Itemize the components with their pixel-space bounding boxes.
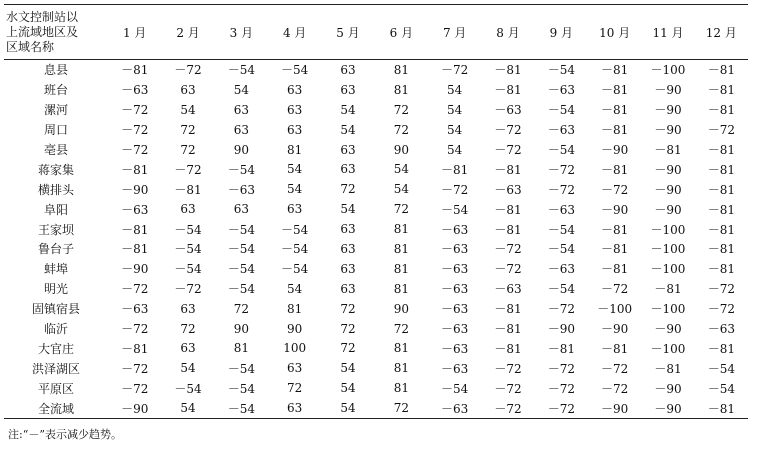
- value-cell: －81: [601, 341, 629, 356]
- value-cell: －81: [601, 83, 629, 98]
- value-cell: －63: [547, 262, 575, 277]
- value-cell: －90: [121, 182, 149, 197]
- value-cell: 72: [287, 381, 303, 396]
- station-name-cell: 漯河: [44, 103, 69, 118]
- value-cell: －81: [441, 162, 469, 177]
- station-name-cell: 明光: [44, 282, 69, 297]
- value-cell: －100: [650, 222, 686, 237]
- value-cell: 63: [287, 102, 303, 117]
- value-cell: 63: [180, 202, 196, 217]
- value-cell: 63: [180, 341, 196, 356]
- table-row: [4, 179, 748, 199]
- value-cell: －54: [547, 282, 575, 297]
- value-cell: －72: [547, 401, 575, 416]
- value-cell: －54: [174, 222, 202, 237]
- value-cell: －72: [494, 381, 522, 396]
- value-cell: －100: [650, 262, 686, 277]
- value-cell: 63: [180, 301, 196, 316]
- value-cell: －63: [547, 202, 575, 217]
- value-cell: －54: [707, 381, 735, 396]
- value-cell: －81: [707, 242, 735, 257]
- value-cell: －72: [494, 361, 522, 376]
- value-cell: －72: [547, 162, 575, 177]
- value-cell: 54: [340, 122, 356, 137]
- value-cell: －81: [121, 222, 149, 237]
- value-cell: －72: [121, 282, 149, 297]
- value-cell: －81: [601, 242, 629, 257]
- value-cell: －81: [121, 242, 149, 257]
- value-cell: 72: [393, 321, 409, 336]
- value-cell: －63: [441, 222, 469, 237]
- value-cell: 63: [287, 122, 303, 137]
- value-cell: 90: [233, 321, 249, 336]
- value-cell: 72: [393, 102, 409, 117]
- value-cell: －81: [494, 83, 522, 98]
- value-cell: 54: [180, 102, 196, 117]
- value-cell: －54: [227, 401, 255, 416]
- value-cell: －81: [494, 302, 522, 317]
- value-cell: －81: [707, 202, 735, 217]
- value-cell: －90: [601, 322, 629, 337]
- value-cell: －81: [707, 83, 735, 98]
- value-cell: －81: [654, 282, 682, 297]
- value-cell: －54: [547, 222, 575, 237]
- value-cell: 63: [233, 102, 249, 117]
- value-cell: －72: [601, 361, 629, 376]
- station-name-cell: 固镇宿县: [32, 302, 81, 317]
- table-row: [4, 219, 748, 239]
- month-header: 10 月: [599, 25, 631, 40]
- value-cell: 81: [393, 381, 409, 396]
- value-cell: －72: [547, 182, 575, 197]
- value-cell: －72: [547, 361, 575, 376]
- table-footnote: 注:“－”表示减少趋势。: [8, 428, 122, 441]
- value-cell: －72: [494, 242, 522, 257]
- value-cell: －72: [121, 381, 149, 396]
- value-cell: －81: [601, 262, 629, 277]
- value-cell: －90: [654, 162, 682, 177]
- table-row: [4, 120, 748, 140]
- value-cell: －81: [707, 182, 735, 197]
- station-name-cell: 鲁台子: [38, 242, 75, 257]
- value-cell: －81: [174, 182, 202, 197]
- station-name-cell: 洪泽湖区: [32, 361, 81, 376]
- trend-table: [4, 4, 748, 419]
- value-cell: －81: [121, 162, 149, 177]
- station-name-cell: 周口: [44, 123, 69, 138]
- value-cell: 90: [393, 142, 409, 157]
- value-cell: －63: [707, 322, 735, 337]
- value-cell: 63: [340, 82, 356, 97]
- value-cell: 54: [447, 142, 463, 157]
- value-cell: －81: [707, 222, 735, 237]
- table-row: [4, 358, 748, 378]
- value-cell: 81: [393, 62, 409, 77]
- value-cell: －72: [494, 143, 522, 157]
- value-cell: －81: [707, 63, 735, 78]
- value-cell: －54: [281, 63, 309, 78]
- value-cell: －81: [707, 103, 735, 118]
- station-name-cell: 全流域: [38, 401, 75, 416]
- value-cell: 63: [340, 261, 356, 276]
- value-cell: －72: [601, 282, 629, 297]
- value-cell: －90: [121, 401, 149, 416]
- value-cell: －90: [121, 262, 149, 277]
- table-row: [4, 279, 748, 299]
- value-cell: －100: [650, 302, 686, 317]
- value-cell: 54: [393, 182, 409, 197]
- table-row: [4, 199, 748, 219]
- value-cell: －81: [707, 401, 735, 416]
- value-cell: 72: [340, 182, 356, 197]
- table-header-row: [4, 5, 748, 60]
- value-cell: 54: [447, 82, 463, 97]
- value-cell: 54: [340, 401, 356, 416]
- value-cell: －81: [654, 361, 682, 376]
- value-cell: －72: [707, 302, 735, 317]
- value-cell: 81: [287, 142, 303, 157]
- value-cell: －81: [601, 123, 629, 138]
- value-cell: －54: [281, 262, 309, 277]
- value-cell: －81: [707, 143, 735, 157]
- value-cell: 81: [393, 281, 409, 296]
- value-cell: －54: [227, 222, 255, 237]
- value-cell: －63: [121, 302, 149, 317]
- value-cell: －72: [121, 322, 149, 337]
- table-row: [4, 159, 748, 179]
- value-cell: 81: [233, 341, 249, 356]
- station-header-line: 区域名称: [6, 39, 55, 54]
- value-cell: －81: [601, 63, 629, 78]
- value-cell: －63: [441, 282, 469, 297]
- value-cell: －54: [174, 262, 202, 277]
- value-cell: －72: [494, 262, 522, 277]
- value-cell: 90: [287, 321, 303, 336]
- value-cell: －81: [494, 341, 522, 356]
- value-cell: －72: [494, 123, 522, 138]
- value-cell: －63: [227, 182, 255, 197]
- value-cell: 54: [340, 102, 356, 117]
- value-cell: 72: [233, 301, 249, 316]
- value-cell: 54: [180, 401, 196, 416]
- month-header: 5 月: [336, 25, 360, 40]
- value-cell: －81: [121, 63, 149, 78]
- table-row: [4, 239, 748, 259]
- value-cell: －63: [441, 401, 469, 416]
- value-cell: －90: [654, 123, 682, 138]
- value-cell: 90: [393, 301, 409, 316]
- value-cell: 81: [393, 82, 409, 97]
- value-cell: －72: [707, 282, 735, 297]
- month-header: 9 月: [549, 25, 574, 40]
- value-cell: 100: [283, 341, 307, 356]
- value-cell: －81: [601, 162, 629, 177]
- month-header: 6 月: [389, 25, 414, 40]
- value-cell: －90: [654, 322, 682, 337]
- value-cell: －81: [494, 63, 522, 78]
- station-name-cell: 班台: [44, 83, 69, 98]
- value-cell: －72: [121, 123, 149, 138]
- value-cell: －81: [494, 202, 522, 217]
- value-cell: －54: [281, 222, 309, 237]
- value-cell: －72: [441, 63, 469, 78]
- month-header: 3 月: [229, 25, 254, 40]
- table-row: [4, 299, 748, 319]
- value-cell: 63: [180, 82, 196, 97]
- month-header: 8 月: [496, 25, 520, 40]
- value-cell: －100: [650, 242, 686, 257]
- value-cell: －90: [601, 143, 629, 157]
- value-cell: －54: [547, 63, 575, 78]
- value-cell: 63: [340, 142, 356, 157]
- value-cell: 72: [180, 321, 196, 336]
- value-cell: －63: [494, 182, 522, 197]
- value-cell: 54: [447, 122, 463, 137]
- value-cell: 54: [340, 381, 356, 396]
- value-cell: －81: [494, 222, 522, 237]
- value-cell: 54: [447, 102, 463, 117]
- value-cell: －54: [227, 361, 255, 376]
- value-cell: 63: [287, 361, 303, 376]
- value-cell: －63: [547, 123, 575, 138]
- value-cell: －72: [441, 182, 469, 197]
- value-cell: －81: [601, 103, 629, 118]
- table-row: [4, 259, 748, 279]
- month-header: 4 月: [282, 25, 307, 40]
- value-cell: －100: [650, 63, 686, 78]
- value-cell: 63: [287, 401, 303, 416]
- value-cell: 72: [180, 142, 196, 157]
- value-cell: 72: [393, 122, 409, 137]
- value-cell: －81: [494, 322, 522, 337]
- value-cell: 63: [287, 202, 303, 217]
- station-name-cell: 蒋家集: [38, 162, 75, 177]
- value-cell: －81: [601, 222, 629, 237]
- value-cell: 54: [340, 202, 356, 217]
- value-cell: －72: [121, 361, 149, 376]
- value-cell: －63: [441, 302, 469, 317]
- trend-table-container: [4, 4, 748, 419]
- value-cell: －100: [650, 341, 686, 356]
- value-cell: －81: [494, 162, 522, 177]
- value-cell: －72: [121, 143, 149, 157]
- value-cell: －54: [281, 242, 309, 257]
- value-cell: 81: [393, 361, 409, 376]
- value-cell: －81: [654, 143, 682, 157]
- station-name-cell: 大官庄: [38, 341, 75, 356]
- value-cell: －81: [707, 341, 735, 356]
- value-cell: －54: [227, 242, 255, 257]
- station-name-cell: 临沂: [44, 322, 69, 337]
- value-cell: －72: [121, 103, 149, 118]
- table-row: [4, 80, 748, 100]
- month-header: 12 月: [705, 25, 737, 40]
- value-cell: 54: [180, 361, 196, 376]
- value-cell: 63: [340, 222, 356, 237]
- station-name-cell: 平原区: [38, 381, 75, 396]
- value-cell: －63: [441, 361, 469, 376]
- value-cell: －100: [597, 302, 633, 317]
- value-cell: 72: [393, 202, 409, 217]
- station-column-header: [4, 5, 108, 60]
- value-cell: 72: [180, 122, 196, 137]
- value-cell: 63: [340, 281, 356, 296]
- value-cell: 81: [287, 301, 303, 316]
- station-name-cell: 横排头: [38, 182, 75, 197]
- value-cell: －90: [601, 401, 629, 416]
- table-body: [4, 60, 748, 419]
- value-cell: －63: [441, 242, 469, 257]
- value-cell: －63: [441, 262, 469, 277]
- value-cell: －72: [601, 381, 629, 396]
- value-cell: －90: [654, 182, 682, 197]
- value-cell: －90: [654, 401, 682, 416]
- station-name-cell: 阜阳: [44, 202, 69, 217]
- value-cell: －63: [121, 202, 149, 217]
- value-cell: －63: [441, 341, 469, 356]
- value-cell: 63: [340, 62, 356, 77]
- value-cell: 72: [393, 401, 409, 416]
- value-cell: －54: [227, 282, 255, 297]
- table-row: [4, 398, 748, 418]
- value-cell: 81: [393, 341, 409, 356]
- value-cell: －90: [654, 103, 682, 118]
- value-cell: －54: [174, 381, 202, 396]
- value-cell: 81: [393, 222, 409, 237]
- value-cell: 54: [393, 162, 409, 177]
- value-cell: 72: [340, 321, 356, 336]
- value-cell: －54: [227, 262, 255, 277]
- value-cell: 63: [340, 241, 356, 256]
- value-cell: －81: [121, 341, 149, 356]
- value-cell: －63: [441, 322, 469, 337]
- value-cell: 63: [233, 122, 249, 137]
- value-cell: －63: [121, 83, 149, 98]
- value-cell: －72: [601, 182, 629, 197]
- station-name-cell: 亳县: [44, 143, 69, 157]
- month-header: 11 月: [652, 25, 684, 40]
- value-cell: 54: [340, 361, 356, 376]
- month-header: 1 月: [122, 25, 147, 40]
- value-cell: －54: [227, 162, 255, 177]
- station-name-cell: 蚌埠: [44, 262, 69, 277]
- value-cell: 54: [287, 182, 303, 197]
- value-cell: －81: [707, 262, 735, 277]
- value-cell: 54: [233, 82, 249, 97]
- value-cell: －54: [547, 103, 575, 118]
- table-row: [4, 338, 748, 358]
- value-cell: －63: [494, 103, 522, 118]
- value-cell: 81: [393, 261, 409, 276]
- month-header: 2 月: [176, 25, 200, 40]
- value-cell: －54: [707, 361, 735, 376]
- value-cell: 72: [340, 341, 356, 356]
- value-cell: 63: [340, 162, 356, 177]
- value-cell: 54: [287, 281, 303, 296]
- value-cell: －90: [654, 381, 682, 396]
- value-cell: －72: [174, 63, 202, 78]
- table-row: [4, 378, 748, 398]
- station-header-line: 水文控制站以: [6, 9, 79, 24]
- value-cell: －90: [601, 202, 629, 217]
- value-cell: －72: [494, 401, 522, 416]
- station-name-cell: 息县: [44, 63, 69, 78]
- table-row: [4, 100, 748, 120]
- value-cell: －90: [654, 83, 682, 98]
- value-cell: 81: [393, 241, 409, 256]
- value-cell: －54: [227, 63, 255, 78]
- station-header-line: 上流域地区及: [6, 24, 79, 39]
- value-cell: －81: [547, 341, 575, 356]
- table-row: [4, 140, 748, 160]
- value-cell: 63: [233, 202, 249, 217]
- value-cell: －90: [547, 322, 575, 337]
- value-cell: －72: [707, 123, 735, 138]
- value-cell: －54: [441, 202, 469, 217]
- value-cell: 54: [287, 162, 303, 177]
- value-cell: 72: [340, 301, 356, 316]
- value-cell: －72: [174, 162, 202, 177]
- value-cell: －63: [547, 83, 575, 98]
- value-cell: －54: [547, 242, 575, 257]
- value-cell: －72: [547, 302, 575, 317]
- table-row: [4, 319, 748, 339]
- value-cell: －90: [654, 202, 682, 217]
- value-cell: －54: [547, 143, 575, 157]
- value-cell: －72: [174, 282, 202, 297]
- value-cell: －81: [707, 162, 735, 177]
- value-cell: 90: [233, 142, 249, 157]
- table-row: [4, 60, 748, 80]
- value-cell: －54: [174, 242, 202, 257]
- value-cell: －63: [494, 282, 522, 297]
- month-header: 7 月: [442, 25, 467, 40]
- value-cell: －72: [547, 381, 575, 396]
- value-cell: －54: [227, 381, 255, 396]
- value-cell: －54: [441, 381, 469, 396]
- value-cell: 63: [287, 82, 303, 97]
- station-name-cell: 王家坝: [38, 222, 75, 237]
